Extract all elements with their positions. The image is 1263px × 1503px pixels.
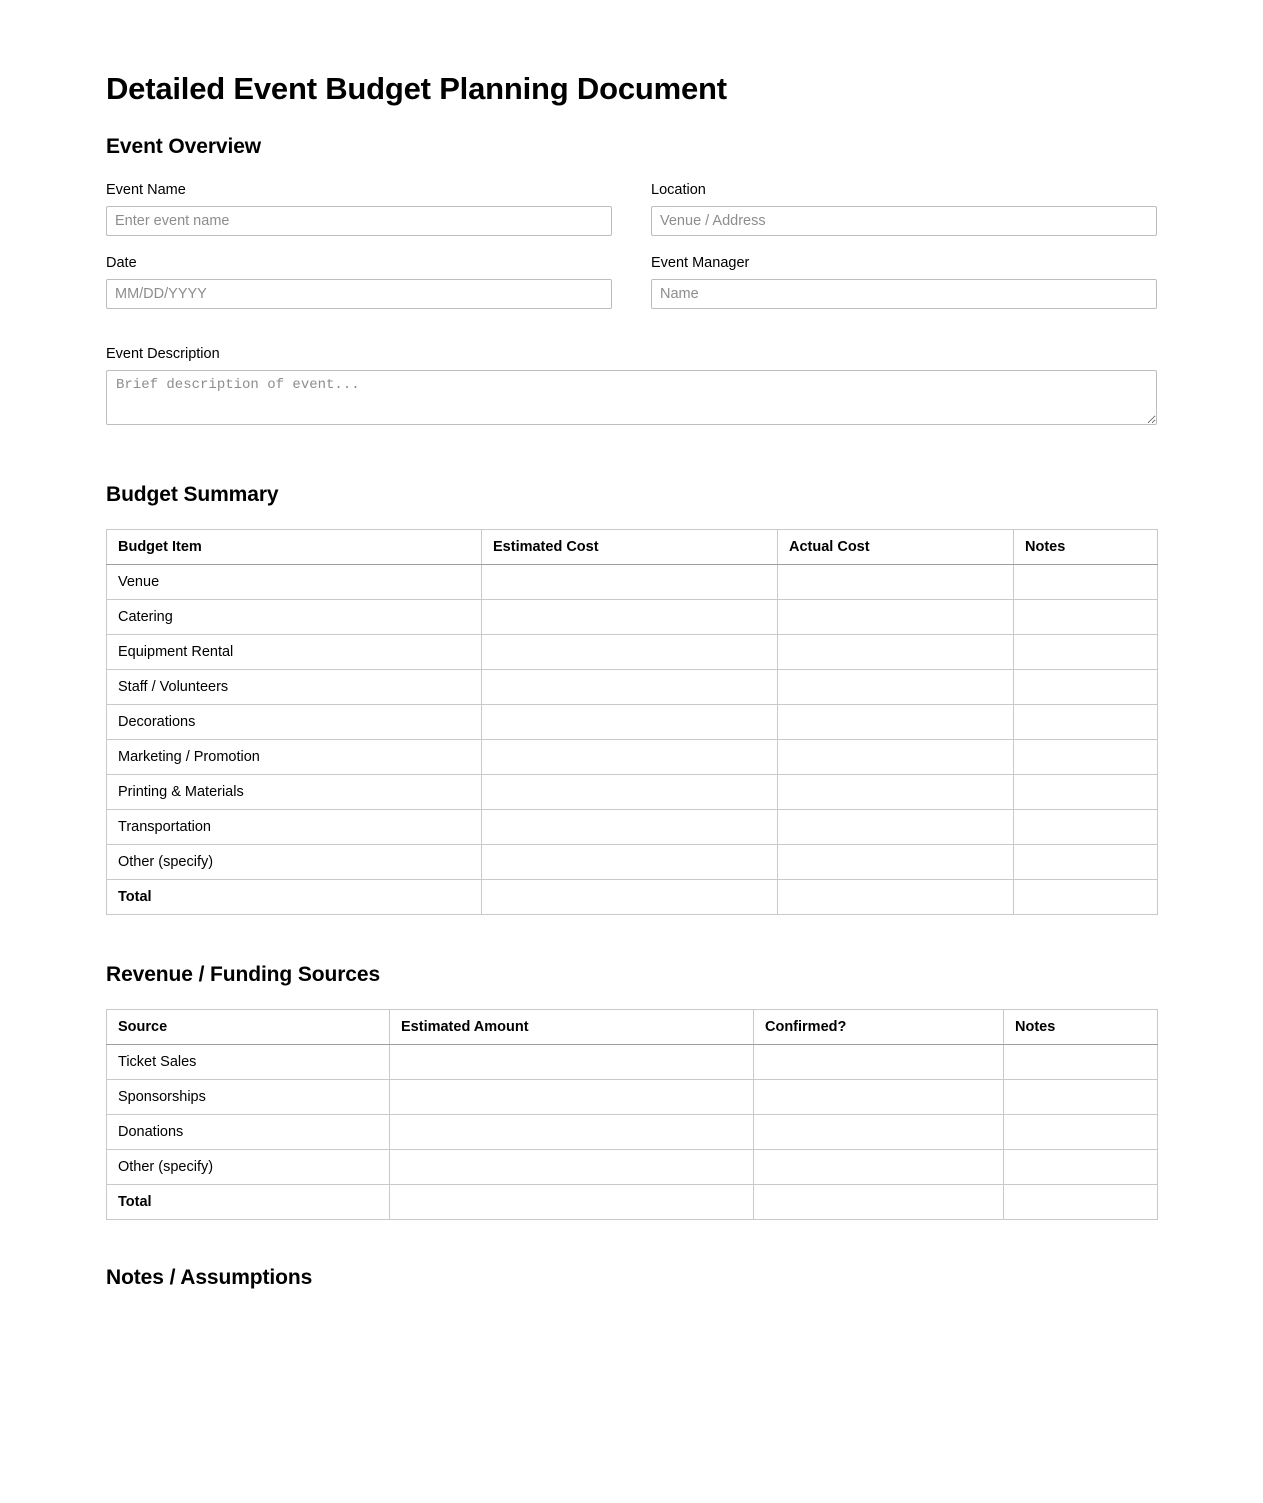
event-manager-label: Event Manager bbox=[651, 255, 750, 272]
budget-estimated-cell[interactable] bbox=[482, 565, 778, 600]
revenue-source-label: Ticket Sales bbox=[107, 1045, 390, 1080]
revenue-estimated-cell[interactable] bbox=[390, 1080, 754, 1115]
event-description-textarea[interactable] bbox=[106, 370, 1157, 425]
revenue-total-estimated-cell[interactable] bbox=[390, 1185, 754, 1220]
budget-col-item: Budget Item bbox=[107, 530, 482, 565]
revenue-col-notes: Notes bbox=[1004, 1010, 1158, 1045]
budget-estimated-cell[interactable] bbox=[482, 670, 778, 705]
budget-actual-cell[interactable] bbox=[778, 705, 1014, 740]
notes-assumptions-body[interactable] bbox=[106, 1312, 1157, 1492]
budget-actual-cell[interactable] bbox=[778, 670, 1014, 705]
budget-estimated-cell[interactable] bbox=[482, 740, 778, 775]
revenue-notes-cell[interactable] bbox=[1004, 1080, 1158, 1115]
budget-actual-cell[interactable] bbox=[778, 635, 1014, 670]
revenue-source-label: Other (specify) bbox=[107, 1150, 390, 1185]
revenue-sources-table bbox=[106, 1009, 1158, 1220]
revenue-confirmed-cell[interactable] bbox=[754, 1045, 1004, 1080]
table-row bbox=[107, 845, 1158, 880]
event-overview-form bbox=[106, 181, 1157, 327]
section-revenue-sources bbox=[106, 963, 1157, 1220]
table-row bbox=[107, 1080, 1158, 1115]
revenue-total-row bbox=[107, 1185, 1158, 1220]
section-notes-assumptions bbox=[106, 1266, 1157, 1492]
budget-estimated-cell[interactable] bbox=[482, 845, 778, 880]
event-overview-heading: Event Overview bbox=[106, 135, 262, 159]
budget-item-label: Other (specify) bbox=[107, 845, 482, 880]
budget-total-actual-cell[interactable] bbox=[778, 880, 1014, 915]
budget-estimated-cell[interactable] bbox=[482, 810, 778, 845]
table-row bbox=[107, 635, 1158, 670]
date-input[interactable] bbox=[106, 279, 612, 309]
revenue-sources-heading: Revenue / Funding Sources bbox=[106, 963, 381, 987]
budget-item-label: Printing & Materials bbox=[107, 775, 482, 810]
budget-item-label: Decorations bbox=[107, 705, 482, 740]
budget-item-label: Marketing / Promotion bbox=[107, 740, 482, 775]
revenue-total-notes-cell[interactable] bbox=[1004, 1185, 1158, 1220]
budget-actual-cell[interactable] bbox=[778, 845, 1014, 880]
table-header-row bbox=[107, 1010, 1158, 1045]
table-row bbox=[107, 670, 1158, 705]
revenue-confirmed-cell[interactable] bbox=[754, 1080, 1004, 1115]
budget-col-estimated: Estimated Cost bbox=[482, 530, 778, 565]
field-date bbox=[106, 254, 612, 309]
budget-notes-cell[interactable] bbox=[1014, 845, 1158, 880]
table-row bbox=[107, 565, 1158, 600]
budget-notes-cell[interactable] bbox=[1014, 635, 1158, 670]
budget-notes-cell[interactable] bbox=[1014, 740, 1158, 775]
budget-summary-heading: Budget Summary bbox=[106, 483, 279, 507]
field-event-description bbox=[106, 345, 1157, 425]
table-row bbox=[107, 600, 1158, 635]
event-name-input[interactable] bbox=[106, 206, 612, 236]
table-header-row bbox=[107, 530, 1158, 565]
field-event-manager bbox=[651, 254, 1157, 309]
table-row bbox=[107, 1150, 1158, 1185]
revenue-estimated-cell[interactable] bbox=[390, 1115, 754, 1150]
budget-notes-cell[interactable] bbox=[1014, 810, 1158, 845]
budget-estimated-cell[interactable] bbox=[482, 775, 778, 810]
budget-total-estimated-cell[interactable] bbox=[482, 880, 778, 915]
revenue-total-label: Total bbox=[107, 1185, 390, 1220]
revenue-confirmed-cell[interactable] bbox=[754, 1115, 1004, 1150]
revenue-estimated-cell[interactable] bbox=[390, 1045, 754, 1080]
section-budget-summary bbox=[106, 483, 1157, 915]
revenue-notes-cell[interactable] bbox=[1004, 1045, 1158, 1080]
location-input[interactable] bbox=[651, 206, 1157, 236]
budget-notes-cell[interactable] bbox=[1014, 670, 1158, 705]
location-label: Location bbox=[651, 182, 706, 199]
budget-notes-cell[interactable] bbox=[1014, 600, 1158, 635]
budget-actual-cell[interactable] bbox=[778, 740, 1014, 775]
budget-estimated-cell[interactable] bbox=[482, 705, 778, 740]
event-description-label: Event Description bbox=[106, 346, 220, 363]
event-name-label: Event Name bbox=[106, 182, 186, 199]
revenue-source-label: Sponsorships bbox=[107, 1080, 390, 1115]
revenue-confirmed-cell[interactable] bbox=[754, 1150, 1004, 1185]
date-label: Date bbox=[106, 255, 137, 272]
revenue-estimated-cell[interactable] bbox=[390, 1150, 754, 1185]
budget-item-label: Catering bbox=[107, 600, 482, 635]
budget-notes-cell[interactable] bbox=[1014, 565, 1158, 600]
revenue-total-confirmed-cell[interactable] bbox=[754, 1185, 1004, 1220]
budget-col-notes: Notes bbox=[1014, 530, 1158, 565]
field-event-name bbox=[106, 181, 612, 236]
revenue-col-confirmed: Confirmed? bbox=[754, 1010, 1004, 1045]
revenue-notes-cell[interactable] bbox=[1004, 1115, 1158, 1150]
table-row bbox=[107, 1115, 1158, 1150]
budget-actual-cell[interactable] bbox=[778, 565, 1014, 600]
table-row bbox=[107, 1045, 1158, 1080]
section-event-overview bbox=[106, 135, 1157, 425]
budget-col-actual: Actual Cost bbox=[778, 530, 1014, 565]
field-location bbox=[651, 181, 1157, 236]
budget-estimated-cell[interactable] bbox=[482, 600, 778, 635]
budget-item-label: Staff / Volunteers bbox=[107, 670, 482, 705]
budget-item-label: Equipment Rental bbox=[107, 635, 482, 670]
budget-estimated-cell[interactable] bbox=[482, 635, 778, 670]
revenue-col-estimated: Estimated Amount bbox=[390, 1010, 754, 1045]
budget-total-label: Total bbox=[107, 880, 482, 915]
page-title: Detailed Event Budget Planning Document bbox=[106, 71, 727, 106]
budget-item-label: Venue bbox=[107, 565, 482, 600]
budget-notes-cell[interactable] bbox=[1014, 775, 1158, 810]
table-row bbox=[107, 810, 1158, 845]
budget-actual-cell[interactable] bbox=[778, 775, 1014, 810]
table-row bbox=[107, 775, 1158, 810]
budget-actual-cell[interactable] bbox=[778, 600, 1014, 635]
budget-total-row bbox=[107, 880, 1158, 915]
table-row bbox=[107, 705, 1158, 740]
revenue-notes-cell[interactable] bbox=[1004, 1150, 1158, 1185]
revenue-col-source: Source bbox=[107, 1010, 390, 1045]
revenue-source-label: Donations bbox=[107, 1115, 390, 1150]
notes-assumptions-heading: Notes / Assumptions bbox=[106, 1266, 313, 1290]
budget-item-label: Transportation bbox=[107, 810, 482, 845]
table-row bbox=[107, 740, 1158, 775]
budget-summary-table bbox=[106, 529, 1158, 915]
event-manager-input[interactable] bbox=[651, 279, 1157, 309]
budget-notes-cell[interactable] bbox=[1014, 705, 1158, 740]
budget-actual-cell[interactable] bbox=[778, 810, 1014, 845]
budget-total-notes-cell[interactable] bbox=[1014, 880, 1158, 915]
